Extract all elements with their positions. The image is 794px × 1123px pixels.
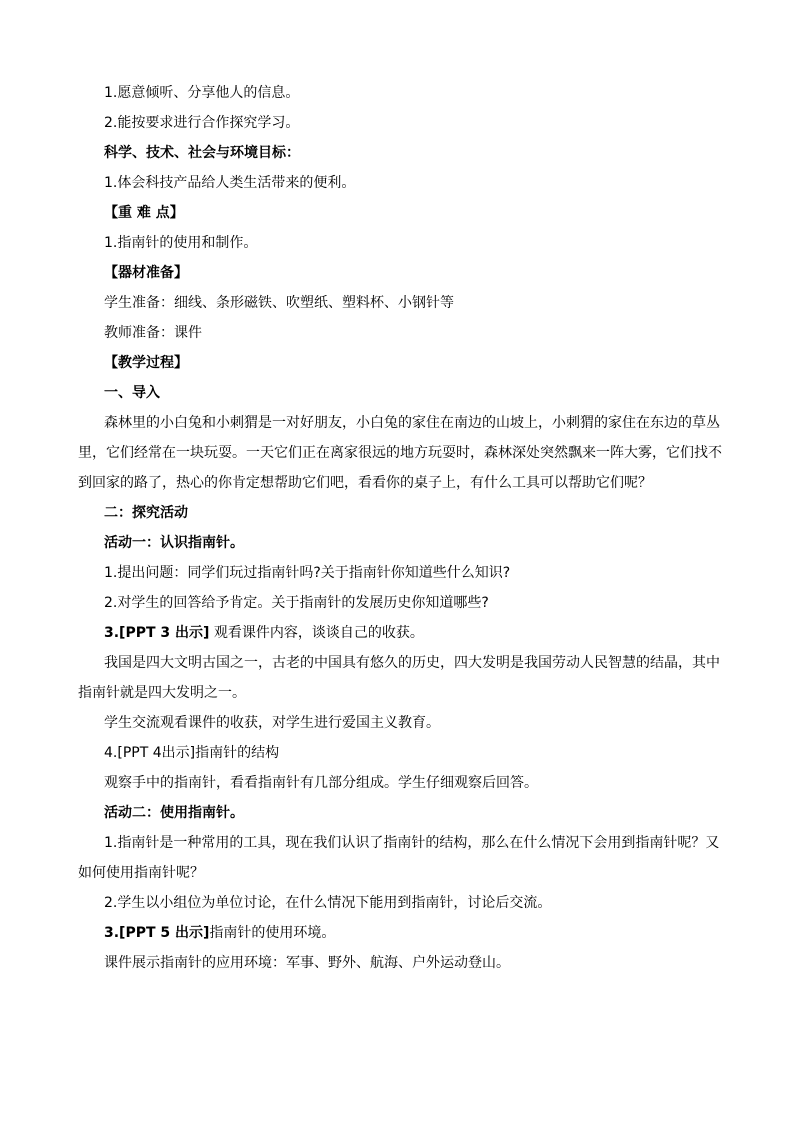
subsection-heading-exploration: 二：探究活动 xyxy=(104,505,188,521)
activity-1-item-3-text: 观看课件内容，谈谈自己的收获。 xyxy=(213,625,424,641)
activity-1-title: 活动一：认识指南针。 xyxy=(104,535,244,551)
activity-2-item-3 xyxy=(104,918,720,948)
document-body xyxy=(78,78,722,978)
materials-student-line: 学生准备：细线、条形磁铁、吹塑纸、塑料杯、小钢针等 xyxy=(104,295,454,311)
materials-teacher-line: 教师准备：课件 xyxy=(104,325,202,341)
ppt-5-marker: 3.[PPT 5 出示] xyxy=(104,925,210,941)
history-paragraph-line-1: 我国是四大文明古国之一，古老的中国具有悠久的历史，四大发明是我国劳动人民智慧的结晶，其中 xyxy=(104,655,720,671)
section-heading-key-points: 【重 难 点】 xyxy=(104,205,184,221)
activity-2-item-1 xyxy=(78,828,720,888)
activity-2-environments: 课件展示指南针的应用环境：军事、野外、航海、户外运动登山。 xyxy=(104,955,510,971)
section-heading-teaching-process: 【教学过程】 xyxy=(104,355,188,371)
activity-1-item-1: 1.提出问题：同学们玩过指南针吗?关于指南针你知道些什么知识? xyxy=(104,565,511,581)
activity-1-item-2: 2.对学生的回答给予肯定。关于指南针的发展历史你知道哪些? xyxy=(104,595,489,611)
activity-1-item-4-text: 指南针的结构 xyxy=(195,745,280,761)
activity-1-item-3 xyxy=(104,618,720,648)
section-heading-materials: 【器材准备】 xyxy=(104,265,188,281)
intro-paragraph xyxy=(78,408,722,498)
sts-goal-line-1: 1.体会科技产品给人类生活带来的便利。 xyxy=(104,175,356,191)
intro-paragraph-line-2: 里，它们经常在一块玩耍。一天它们正在离家很远的地方玩耍时，森林深处突然飘来一阵大雾，它们找不 xyxy=(78,445,722,461)
goal-line-1: 1.愿意倾听、分享他人的信息。 xyxy=(104,85,300,101)
history-paragraph-line-2: 指南针就是四大发明之一。 xyxy=(78,685,246,701)
ppt-4-marker: 4.[PPT 4出示] xyxy=(104,745,196,761)
section-heading-sts-goals: 科学、技术、社会与环境目标： xyxy=(104,145,300,161)
activity-2-item-1-line-1: 1.指南针是一种常用的工具，现在我们认识了指南针的结构，那么在什么情况下会用到指南针呢？又 xyxy=(104,835,720,851)
activity-2-item-2: 2.学生以小组位为单位讨论，在什么情况下能用到指南针，讨论后交流。 xyxy=(104,895,552,911)
activity-1-exchange: 学生交流观看课件的收获，对学生进行爱国主义教育。 xyxy=(104,715,440,731)
subsection-heading-introduction: 一、导入 xyxy=(104,385,160,401)
goal-line-2: 2.能按要求进行合作探究学习。 xyxy=(104,115,300,131)
activity-2-item-3-text: 指南针的使用环境。 xyxy=(209,925,336,941)
key-point-line-1: 1.指南针的使用和制作。 xyxy=(104,235,258,251)
intro-paragraph-line-1: 森林里的小白兔和小刺猬是一对好朋友，小白兔的家住在南边的山坡上，小刺猬的家住在东边的草丛 xyxy=(104,415,720,431)
activity-2-item-1-line-2: 如何使用指南针呢？ xyxy=(78,865,204,881)
ppt-3-marker: 3.[PPT 3 出示] xyxy=(104,625,210,641)
activity-1-item-4 xyxy=(104,738,720,768)
activity-1-observe: 观察手中的指南针，看看指南针有几部分组成。学生仔细观察后回答。 xyxy=(104,775,538,791)
history-paragraph xyxy=(78,648,720,708)
intro-paragraph-line-3: 到回家的路了，热心的你肯定想帮助它们吧，看看你的桌子上，有什么工具可以帮助它们呢？ xyxy=(78,475,652,491)
activity-2-title: 活动二：使用指南针。 xyxy=(104,805,244,821)
